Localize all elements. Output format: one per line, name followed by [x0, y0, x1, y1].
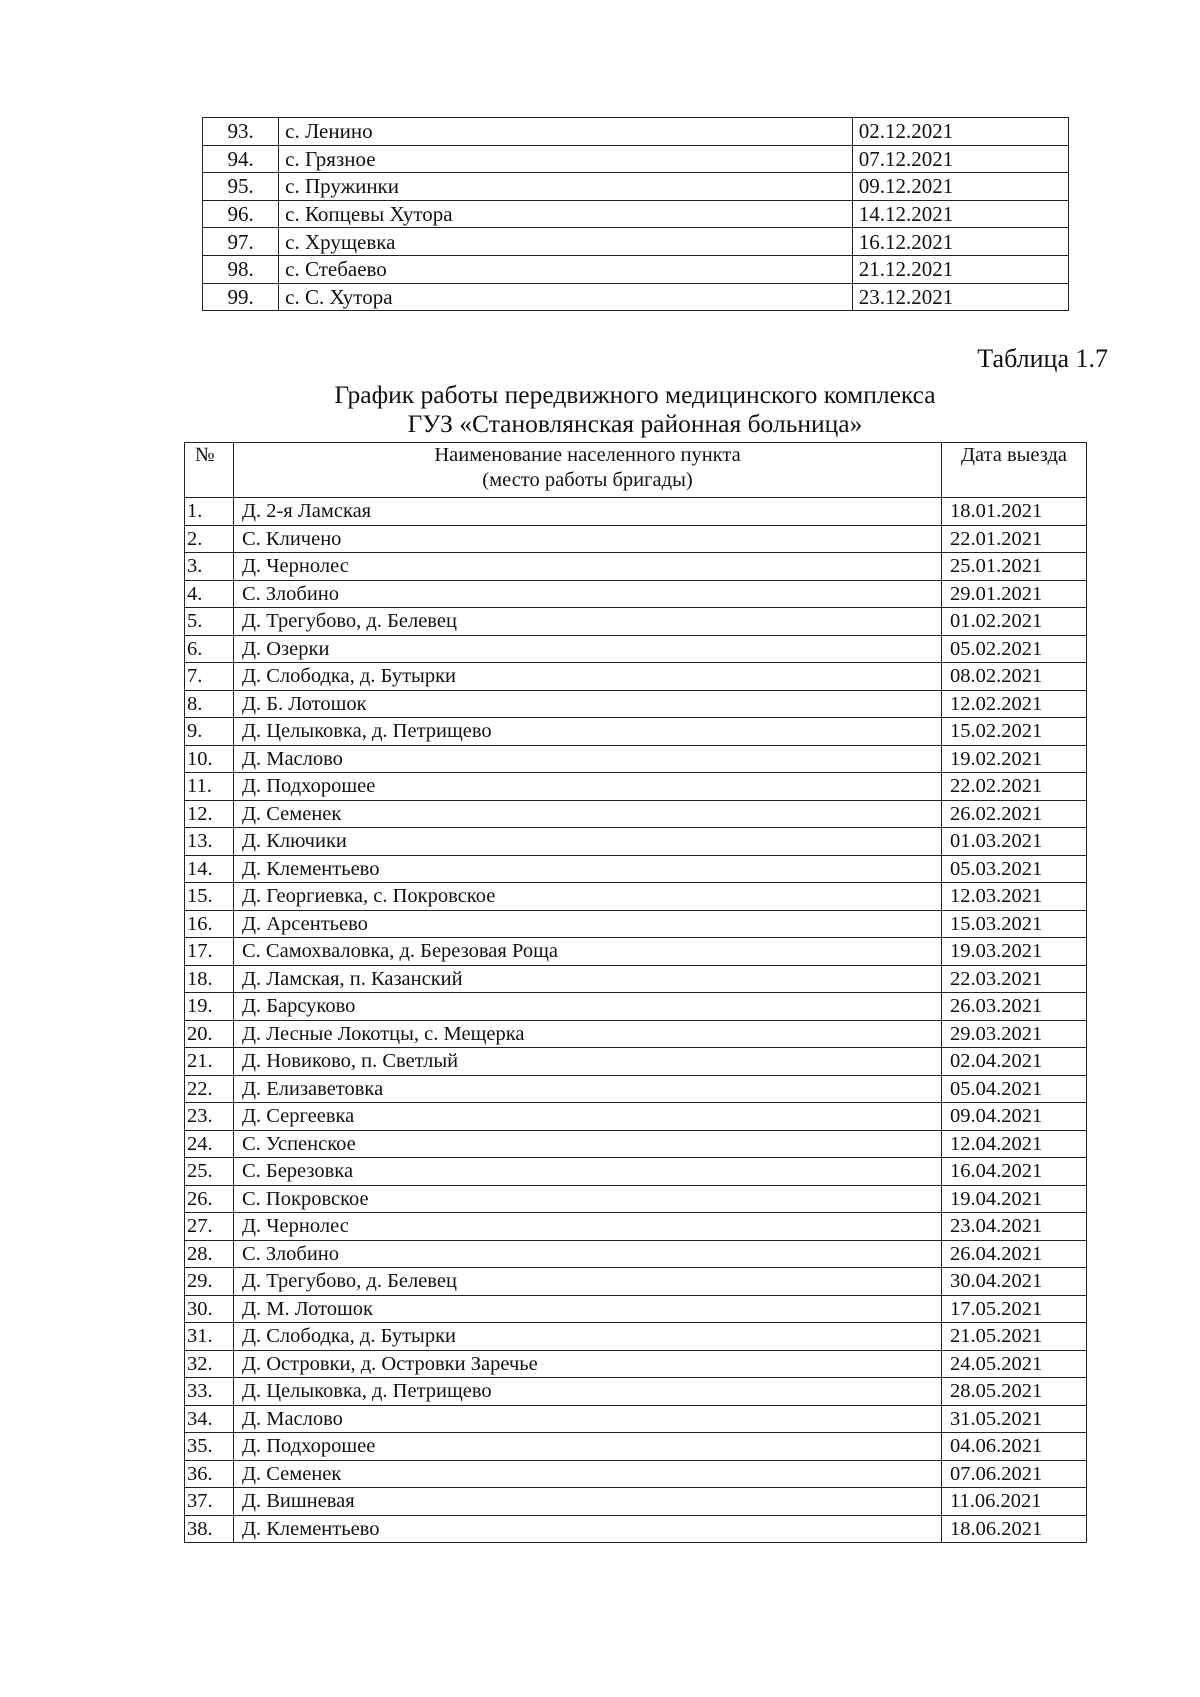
schedule-table-body [185, 498, 1087, 1543]
row-number: 10. [185, 745, 234, 773]
row-date: 19.02.2021 [942, 745, 1087, 773]
row-date: 07.12.2021 [852, 145, 1068, 173]
row-number: 33. [185, 1378, 234, 1406]
row-date: 31.05.2021 [942, 1405, 1087, 1433]
table-row [185, 828, 1087, 856]
row-number: 36. [185, 1460, 234, 1488]
row-settlement: С. Самохваловка, д. Березовая Роща [234, 938, 942, 966]
row-date: 02.12.2021 [852, 118, 1068, 146]
table-row [185, 1213, 1087, 1241]
row-number: 27. [185, 1213, 234, 1241]
row-settlement: Д. Вишневая [234, 1488, 942, 1516]
row-settlement: Д. Маслово [234, 1405, 942, 1433]
row-number: 22. [185, 1075, 234, 1103]
row-number: 37. [185, 1488, 234, 1516]
header-row [185, 443, 1087, 498]
table-row [185, 1075, 1087, 1103]
row-settlement: Д. Озерки [234, 635, 942, 663]
row-settlement: Д. Целыковка, д. Петрищево [234, 718, 942, 746]
row-number: 20. [185, 1020, 234, 1048]
row-date: 26.04.2021 [942, 1240, 1087, 1268]
table-row [203, 118, 1069, 146]
table-row [185, 1323, 1087, 1351]
row-date: 28.05.2021 [942, 1378, 1087, 1406]
row-settlement: с. С. Хутора [279, 283, 853, 311]
row-number: 95. [203, 173, 279, 201]
continued-schedule-body [203, 118, 1069, 311]
row-date: 05.02.2021 [942, 635, 1087, 663]
row-settlement: С. Кличено [234, 525, 942, 553]
table-row [185, 553, 1087, 581]
row-settlement: Д. Слободка, д. Бутырки [234, 1323, 942, 1351]
row-settlement: Д. Подхорошее [234, 1433, 942, 1461]
row-settlement: Д. Чернолес [234, 553, 942, 581]
row-date: 04.06.2021 [942, 1433, 1087, 1461]
row-settlement: с. Грязное [279, 145, 853, 173]
row-settlement: с. Стебаево [279, 255, 853, 283]
row-date: 12.02.2021 [942, 690, 1087, 718]
row-settlement: Д. Сергеевка [234, 1103, 942, 1131]
row-settlement: Д. Б. Лотошок [234, 690, 942, 718]
row-date: 16.04.2021 [942, 1158, 1087, 1186]
table-row [185, 993, 1087, 1021]
row-settlement: с. Пружинки [279, 173, 853, 201]
row-settlement: с. Копцевы Хутора [279, 200, 853, 228]
table-row [185, 1405, 1087, 1433]
row-number: 18. [185, 965, 234, 993]
row-date: 12.03.2021 [942, 883, 1087, 911]
row-number: 19. [185, 993, 234, 1021]
row-date: 26.02.2021 [942, 800, 1087, 828]
row-number: 14. [185, 855, 234, 883]
row-settlement: С. Успенское [234, 1130, 942, 1158]
row-number: 99. [203, 283, 279, 311]
row-date: 23.04.2021 [942, 1213, 1087, 1241]
row-settlement: Д. Лесные Локотцы, с. Мещерка [234, 1020, 942, 1048]
table-row [185, 635, 1087, 663]
row-number: 93. [203, 118, 279, 146]
table-row [185, 1515, 1087, 1543]
table-row [185, 718, 1087, 746]
row-date: 11.06.2021 [942, 1488, 1087, 1516]
row-number: 23. [185, 1103, 234, 1131]
table-row [185, 1020, 1087, 1048]
header-date: Дата выезда [942, 443, 1087, 498]
row-number: 5. [185, 608, 234, 636]
header-settlement-line-1: Наименование населенного пункта [434, 444, 741, 466]
row-date: 09.04.2021 [942, 1103, 1087, 1131]
row-number: 25. [185, 1158, 234, 1186]
row-date: 12.04.2021 [942, 1130, 1087, 1158]
row-settlement: Д. Чернолес [234, 1213, 942, 1241]
row-settlement: С. Березовка [234, 1158, 942, 1186]
row-settlement: Д. Семенек [234, 800, 942, 828]
row-settlement: Д. Новиково, п. Светлый [234, 1048, 942, 1076]
table-row [185, 1268, 1087, 1296]
row-number: 21. [185, 1048, 234, 1076]
row-date: 07.06.2021 [942, 1460, 1087, 1488]
table-row [185, 663, 1087, 691]
continued-schedule-table [202, 117, 1069, 311]
table-row [203, 145, 1069, 173]
row-date: 21.05.2021 [942, 1323, 1087, 1351]
row-number: 94. [203, 145, 279, 173]
row-date: 16.12.2021 [852, 228, 1068, 256]
row-date: 18.01.2021 [942, 498, 1087, 526]
row-number: 4. [185, 580, 234, 608]
table-row [185, 1185, 1087, 1213]
row-date: 05.03.2021 [942, 855, 1087, 883]
row-date: 01.02.2021 [942, 608, 1087, 636]
row-settlement: Д. Семенек [234, 1460, 942, 1488]
row-number: 26. [185, 1185, 234, 1213]
row-settlement: Д. Ламская, п. Казанский [234, 965, 942, 993]
row-settlement: С. Злобино [234, 580, 942, 608]
row-date: 22.01.2021 [942, 525, 1087, 553]
row-settlement: С. Злобино [234, 1240, 942, 1268]
row-settlement: Д. Георгиевка, с. Покровское [234, 883, 942, 911]
row-number: 32. [185, 1350, 234, 1378]
table-row [203, 200, 1069, 228]
row-date: 01.03.2021 [942, 828, 1087, 856]
row-settlement: Д. Ключики [234, 828, 942, 856]
row-number: 97. [203, 228, 279, 256]
row-number: 17. [185, 938, 234, 966]
table-row [203, 255, 1069, 283]
row-number: 30. [185, 1295, 234, 1323]
table-row [185, 1460, 1087, 1488]
row-date: 09.12.2021 [852, 173, 1068, 201]
table-number: Таблица 1.7 [977, 344, 1108, 373]
row-number: 6. [185, 635, 234, 663]
table-row [185, 1048, 1087, 1076]
header-number: № [185, 443, 234, 498]
row-date: 30.04.2021 [942, 1268, 1087, 1296]
table-row [185, 855, 1087, 883]
table-row [203, 228, 1069, 256]
row-settlement: Д. Арсентьево [234, 910, 942, 938]
row-date: 23.12.2021 [852, 283, 1068, 311]
table-row [185, 690, 1087, 718]
table-row [185, 883, 1087, 911]
row-date: 15.03.2021 [942, 910, 1087, 938]
table-row [185, 608, 1087, 636]
row-number: 16. [185, 910, 234, 938]
row-date: 02.04.2021 [942, 1048, 1087, 1076]
row-number: 12. [185, 800, 234, 828]
row-number: 31. [185, 1323, 234, 1351]
row-settlement: с. Ленино [279, 118, 853, 146]
row-number: 34. [185, 1405, 234, 1433]
row-date: 05.04.2021 [942, 1075, 1087, 1103]
document-subtitle: ГУЗ «Становлянская районная больница» [407, 409, 863, 438]
row-number: 8. [185, 690, 234, 718]
row-settlement: Д. Слободка, д. Бутырки [234, 663, 942, 691]
row-number: 35. [185, 1433, 234, 1461]
row-number: 15. [185, 883, 234, 911]
table-row [203, 283, 1069, 311]
row-date: 08.02.2021 [942, 663, 1087, 691]
table-row [185, 800, 1087, 828]
table-row [185, 1433, 1087, 1461]
table-row [185, 1130, 1087, 1158]
row-settlement: Д. Барсуково [234, 993, 942, 1021]
row-date: 22.03.2021 [942, 965, 1087, 993]
row-date: 19.04.2021 [942, 1185, 1087, 1213]
row-date: 26.03.2021 [942, 993, 1087, 1021]
row-date: 24.05.2021 [942, 1350, 1087, 1378]
schedule-table-header [185, 443, 1087, 498]
row-number: 2. [185, 525, 234, 553]
row-settlement: С. Покровское [234, 1185, 942, 1213]
row-settlement: Д. 2-я Ламская [234, 498, 942, 526]
row-number: 96. [203, 200, 279, 228]
row-number: 13. [185, 828, 234, 856]
row-settlement: Д. Трегубово, д. Белевец [234, 608, 942, 636]
row-number: 1. [185, 498, 234, 526]
row-date: 17.05.2021 [942, 1295, 1087, 1323]
table-row [185, 1295, 1087, 1323]
header-settlement-line-2: (место работы бригады) [482, 469, 693, 491]
row-settlement: Д. Клементьево [234, 855, 942, 883]
row-settlement: Д. Елизаветовка [234, 1075, 942, 1103]
schedule-table [184, 442, 1087, 1543]
row-number: 28. [185, 1240, 234, 1268]
row-number: 98. [203, 255, 279, 283]
row-number: 9. [185, 718, 234, 746]
table-row [185, 965, 1087, 993]
table-row [185, 938, 1087, 966]
row-settlement: Д. Маслово [234, 745, 942, 773]
row-settlement: Д. Целыковка, д. Петрищево [234, 1378, 942, 1406]
row-number: 7. [185, 663, 234, 691]
row-settlement: Д. М. Лотошок [234, 1295, 942, 1323]
table-row [185, 1158, 1087, 1186]
table-row [185, 498, 1087, 526]
row-settlement: Д. Трегубово, д. Белевец [234, 1268, 942, 1296]
table-row [185, 910, 1087, 938]
row-date: 15.02.2021 [942, 718, 1087, 746]
row-date: 22.02.2021 [942, 773, 1087, 801]
table-row [185, 1488, 1087, 1516]
row-settlement: Д. Клементьево [234, 1515, 942, 1543]
table-row [185, 580, 1087, 608]
table-row [185, 745, 1087, 773]
table-row [185, 525, 1087, 553]
row-number: 24. [185, 1130, 234, 1158]
row-date: 21.12.2021 [852, 255, 1068, 283]
row-number: 29. [185, 1268, 234, 1296]
table-row [185, 773, 1087, 801]
row-date: 19.03.2021 [942, 938, 1087, 966]
row-date: 18.06.2021 [942, 1515, 1087, 1543]
row-settlement: с. Хрущевка [279, 228, 853, 256]
table-row [185, 1240, 1087, 1268]
header-settlement [234, 443, 942, 498]
table-row [185, 1350, 1087, 1378]
row-settlement: Д. Островки, д. Островки Заречье [234, 1350, 942, 1378]
row-number: 3. [185, 553, 234, 581]
table-row [185, 1378, 1087, 1406]
row-date: 25.01.2021 [942, 553, 1087, 581]
table-row [185, 1103, 1087, 1131]
row-date: 29.01.2021 [942, 580, 1087, 608]
row-settlement: Д. Подхорошее [234, 773, 942, 801]
row-date: 29.03.2021 [942, 1020, 1087, 1048]
row-date: 14.12.2021 [852, 200, 1068, 228]
document-title: График работы передвижного медицинского комплекса [334, 380, 936, 409]
row-number: 38. [185, 1515, 234, 1543]
row-number: 11. [185, 773, 234, 801]
table-row [203, 173, 1069, 201]
